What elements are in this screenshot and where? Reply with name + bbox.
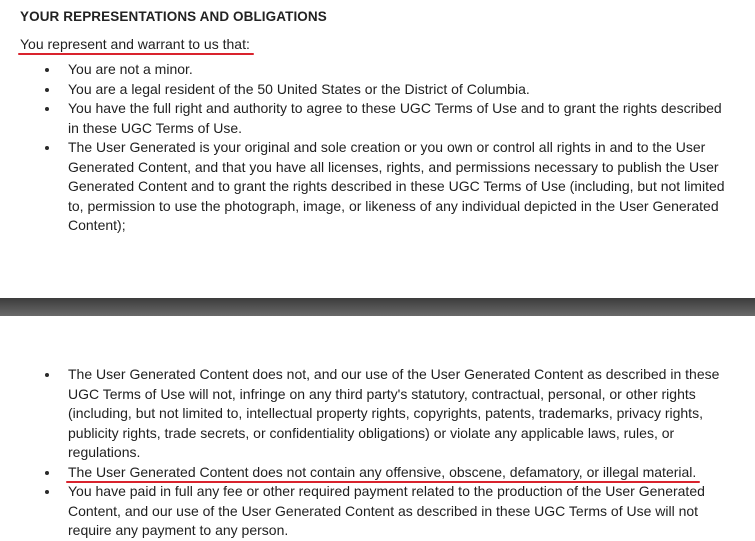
bullet-icon <box>45 471 49 475</box>
representations-list-continued <box>20 365 735 541</box>
list-item <box>20 60 735 80</box>
bullet-icon <box>45 146 49 150</box>
document-section-bottom <box>0 316 755 541</box>
list-item <box>20 138 735 236</box>
bullet-icon <box>45 88 49 92</box>
list-item <box>20 482 735 541</box>
list-item <box>20 99 735 138</box>
intro-line <box>20 34 250 54</box>
red-underline-annotation: The User Generated Content does not contain any offensive, obscene, defamatory, or illegal material. <box>68 463 697 480</box>
representations-list <box>20 60 735 236</box>
bullet-icon <box>45 373 49 377</box>
list-item-text: You have paid in full any fee or other required payment related to the production of the User Generated Content, and our use of the User Generated Content as described in these UGC Terms of Use will not require any payment to any person. <box>68 483 705 538</box>
bullet-icon <box>45 107 49 111</box>
section-heading: YOUR REPRESENTATIONS AND OBLIGATIONS <box>20 9 327 24</box>
red-underline-annotation: You represent and warrant to us that: <box>20 36 250 52</box>
screenshot-divider <box>0 298 755 316</box>
list-item-text: The User Generated is your original and sole creation or you own or control all rights in and to the User Generated Content, and that you have all licenses, rights, and permissions necessary to publish the User Generated Content and to grant the rights described in these UGC Terms of Use (including, but not limited to, permission to use the photograph, image, or likeness of any individual depicted in the User Generated Content); <box>68 139 725 233</box>
list-item <box>20 80 735 100</box>
list-item-text: You are not a minor. <box>68 61 193 77</box>
bullet-icon <box>45 68 49 72</box>
list-item-highlighted <box>20 463 735 483</box>
list-item <box>20 365 735 463</box>
list-item-text: You have the full right and authority to agree to these UGC Terms of Use and to grant the rights described in these UGC Terms of Use. <box>68 100 722 136</box>
list-item-text: The User Generated Content does not, and our use of the User Generated Content as described in these UGC Terms of Use will not, infringe on any third party's statutory, contractual, personal, or other rights (including, but not limited to, intellectual property rights, copyrights, patents, trademarks, privacy rights, publicity rights, trade secrets, or confidentiality obligations) or violate any applicable laws, rules, or regulations. <box>68 366 720 460</box>
list-item-text: You are a legal resident of the 50 United States or the District of Columbia. <box>68 80 530 97</box>
bullet-icon <box>45 490 49 494</box>
